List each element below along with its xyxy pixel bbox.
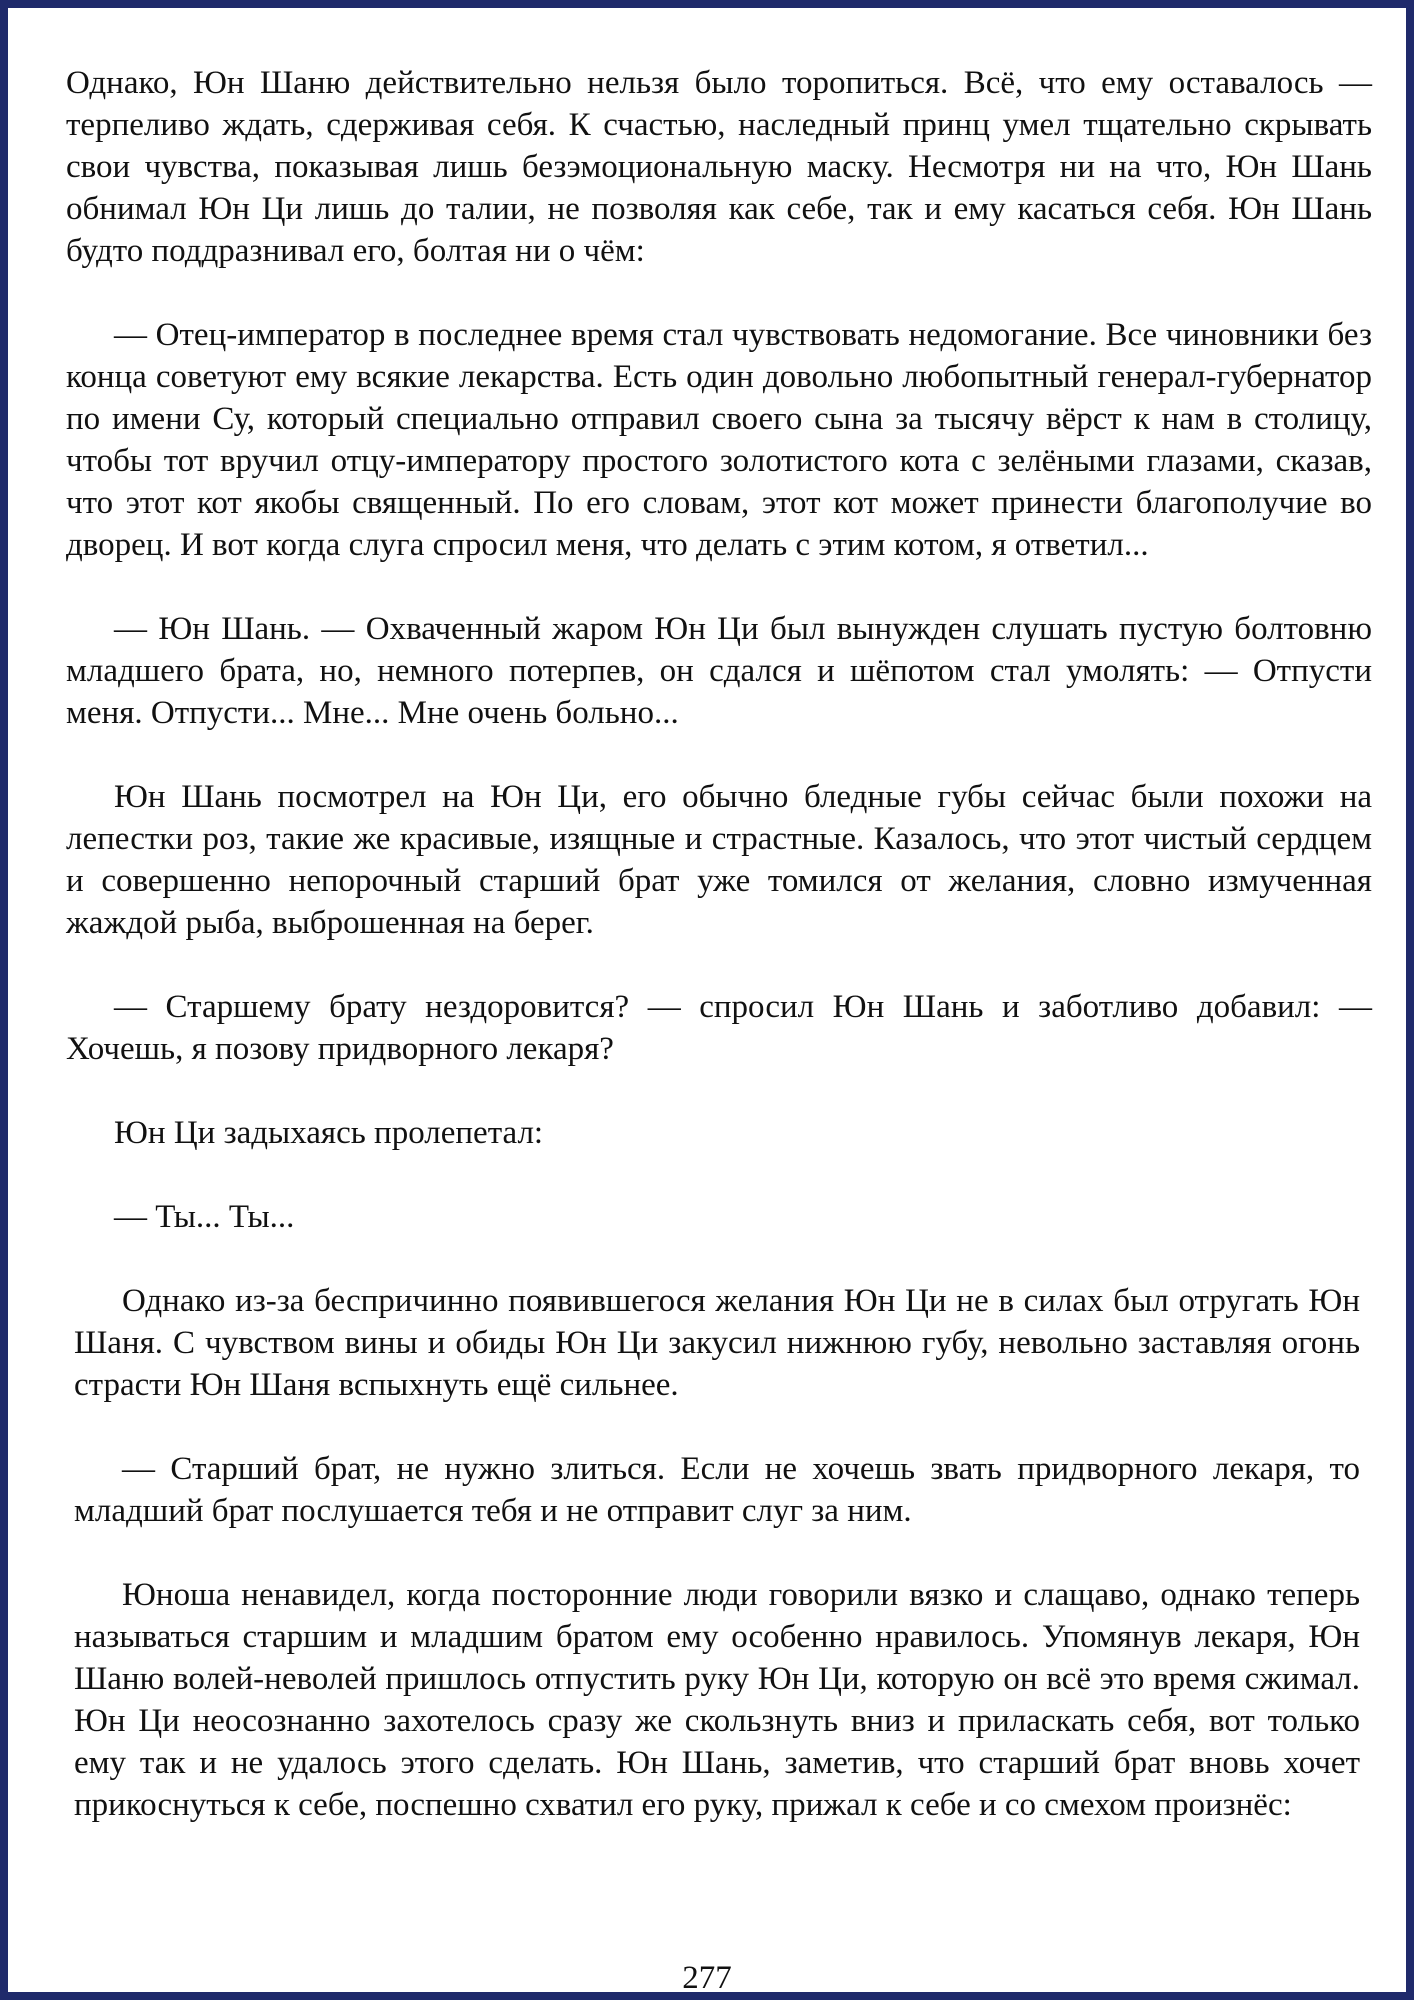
paragraph-8: Однако из-за беспричинно появившегося желания Юн Ци не в силах был отругать Юн Шаня. С чувством вины и обиды Юн Ци закусил нижнюю губу, невольно заставляя огонь страсти Юн Шаня вспыхнуть ещё сильнее.	[74, 1283, 1360, 1403]
paragraph-1: Однако, Юн Шаню действительно нельзя было торопиться. Всё, что ему оставалось — терпеливо ждать, сдерживая себя. К счастью, наследный принц умел тщательно скрывать свои чувства, показывая лишь безэмоциональную маску. Несмотря ни на что, Юн Шань обнимал Юн Ци лишь до талии, не позволяя как себе, так и ему касаться себя. Юн Шань будто поддразнивал его, болтая ни о чём:	[66, 65, 1372, 269]
paragraph-3: — Юн Шань. — Охваченный жаром Юн Ци был вынужден слушать пустую болтовню младшего брата, но, немного потерпев, он сдался и шёпотом стал умолять: — Отпусти меня. Отпусти... Мне... Мне очень больно...	[66, 611, 1372, 731]
page-number: 277	[682, 1960, 732, 1996]
paragraph-4: Юн Шань посмотрел на Юн Ци, его обычно бледные губы сейчас были похожи на лепестки роз, такие же красивые, изящные и страстные. Казалось, что этот чистый сердцем и совершенно непорочный старший брат уже томился от желания, словно измученная жаждой рыба, выброшенная на берег.	[66, 779, 1372, 941]
paragraph-10: Юноша ненавидел, когда посторонние люди говорили вязко и слащаво, однако теперь называться старшим и младшим братом ему особенно нравилось. Упомянув лекаря, Юн Шаню волей-неволей пришлось отпустить руку Юн Ци, которую он всё это время сжимал. Юн Ци неосознанно захотелось сразу же скользнуть вниз и приласкать себя, вот только ему так и не удалось этого сделать. Юн Шань, заметив, что старший брат вновь хочет прикоснуться к себе, поспешно схватил его руку, прижал к себе и со смехом произнёс:	[74, 1577, 1360, 1823]
paragraph-9: — Старший брат, не нужно злиться. Если не хочешь звать придворного лекаря, то младший брат послушается тебя и не отправит слуг за ним.	[74, 1451, 1360, 1529]
page-body	[66, 62, 1372, 1868]
paragraph-2: — Отец-император в последнее время стал чувствовать недомогание. Все чиновники без конца советуют ему всякие лекарства. Есть один довольно любопытный генерал-губернатор по имени Су, который специально отправил своего сына за тысячу вёрст к нам в столицу, чтобы тот вручил отцу-императору простого золотистого кота с зелёными глазами, сказав, что этот кот якобы священный. По его словам, этот кот может принести благополучие во дворец. И вот когда слуга спросил меня, что делать с этим котом, я ответил...	[66, 317, 1372, 563]
paragraph-6: Юн Ци задыхаясь пролепетал:	[114, 1115, 544, 1151]
paragraph-7: — Ты... Ты...	[114, 1199, 295, 1235]
paragraph-5: — Старшему брату нездоровится? — спросил Юн Шань и заботливо добавил: — Хочешь, я позову придворного лекаря?	[66, 989, 1372, 1067]
